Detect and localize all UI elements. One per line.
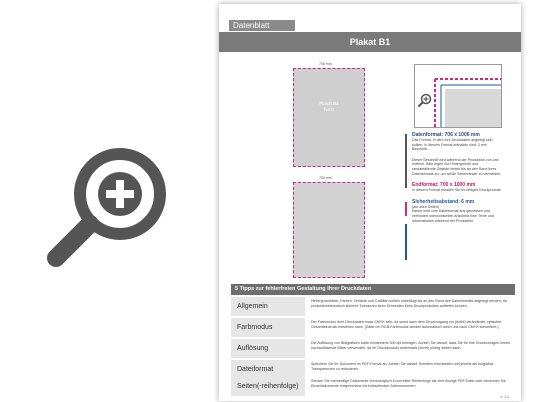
tip-text: Der Farbmodus Ihrer Druckdaten muss CMYK sein, da sonst nach dem Druckvorgang ein (leicht) veränderter, optischer Gesamteindruck entstehen kann. (Daten im RGB-Farbmodus werden automatisch durch uns nach CMYK konvertiert.) bbox=[311, 320, 502, 329]
dimension-label: 706 mm bbox=[319, 62, 332, 66]
info-divider bbox=[405, 134, 407, 188]
endformat-title: Endformat: 700 x 1000 mm bbox=[412, 182, 476, 189]
tip-label: Dateiformat bbox=[231, 360, 305, 379]
datenformat-title: Datenformat: 706 x 1006 mm bbox=[412, 132, 480, 138]
corner-detail-thumbnail bbox=[414, 64, 502, 128]
page-title: Plakat B1 bbox=[219, 32, 521, 52]
tip-row bbox=[231, 318, 515, 339]
tip-row bbox=[231, 377, 515, 398]
poster-preview-endformat bbox=[293, 182, 365, 278]
tip-label: Farbmodus bbox=[231, 318, 305, 337]
tip-text: Hintergrundbilder, Farben, Verläufe und Grafiken sollten unbedingt bis an den Rand des Datenformats angelegt werden, da produktionstechnisch kleinere Toleranzen beim Schneiden Ihres Druckproduktes auftreten können. bbox=[311, 299, 507, 308]
tip-text: Speichern Sie Ihr Dokument im PDF-Format ab. Achten Sie darauf, Schriften einzubetten und jeweils als möglichst Transparenzen zu reduzieren. bbox=[311, 362, 494, 371]
sicherheit-sub: (auf allen Seiten) bbox=[412, 204, 440, 209]
sicherheit-text: Dieser wird vom Datenformat aus gemessen und verhindert unerwünschten Anschnitt Ihrer Texte und Informationen während der Produktion. bbox=[412, 209, 494, 223]
tip-row bbox=[231, 297, 515, 318]
sicherheit-title: Sicherheitsabstand: 6 mm bbox=[412, 198, 475, 205]
zoom-small-icon bbox=[418, 93, 432, 107]
beschnitt-text: Dieser Beschnitt wird während der Produktion von uns entfernt. Bitte legen Sie Hintergründe und randabfallende Objekte immer bis an den Rand Ihres Datenformats an, um weiße Seitenränder zu vermeiden. bbox=[412, 157, 502, 176]
page-number: V. 1.0 bbox=[500, 395, 509, 399]
datasheet-tab: Datenblatt bbox=[229, 20, 295, 31]
poster-preview bbox=[293, 68, 365, 167]
format-info bbox=[412, 132, 502, 223]
tip-label: Allgemein bbox=[231, 297, 305, 316]
tips-title: 5 Tipps zur fehlerfreien Gestaltung Ihrer Druckdaten bbox=[231, 284, 515, 295]
tip-row bbox=[231, 339, 515, 360]
dimension-label-inner: 700 mm bbox=[319, 176, 332, 180]
datenformat-text: Das Format, in dem Ihre Druckdaten angelegt sein sollten. In diesem Format enthalten sind: 3 mm Beschnitt. bbox=[412, 138, 493, 152]
endformat-divider bbox=[405, 202, 407, 216]
sicherheit-divider bbox=[405, 224, 407, 260]
tip-label: Auflösung bbox=[231, 339, 305, 358]
datasheet-page bbox=[219, 4, 521, 401]
poster-label: Plakat B1 hoch bbox=[319, 101, 339, 112]
endformat-text: In diesem Format erhalten Sie Ihr fertiges Druckprodukt. bbox=[412, 188, 502, 193]
zoom-icon[interactable] bbox=[44, 146, 168, 270]
tip-label: Seiten(-reihenfolge) bbox=[231, 377, 305, 396]
tip-text: Die Auflösung von Bildgrafiken sollte mindestens 300 dpi betragen. Achten Sie darauf, dass Sie für Ihre Druckvorlagen immer hochauflösende Bilder verwenden, da Ihr Druckprodukt andernfalls (leicht) pixelig wirken kann. bbox=[311, 341, 511, 350]
tip-text: Senden Sie mehrseitige Dokumente chronologisch in korrekter Reihenfolge als eine einzige PDF-Datei oder benennen Sie Einzeldokumente entsprechend mit fortlaufenden Seitennummern. bbox=[311, 379, 506, 388]
